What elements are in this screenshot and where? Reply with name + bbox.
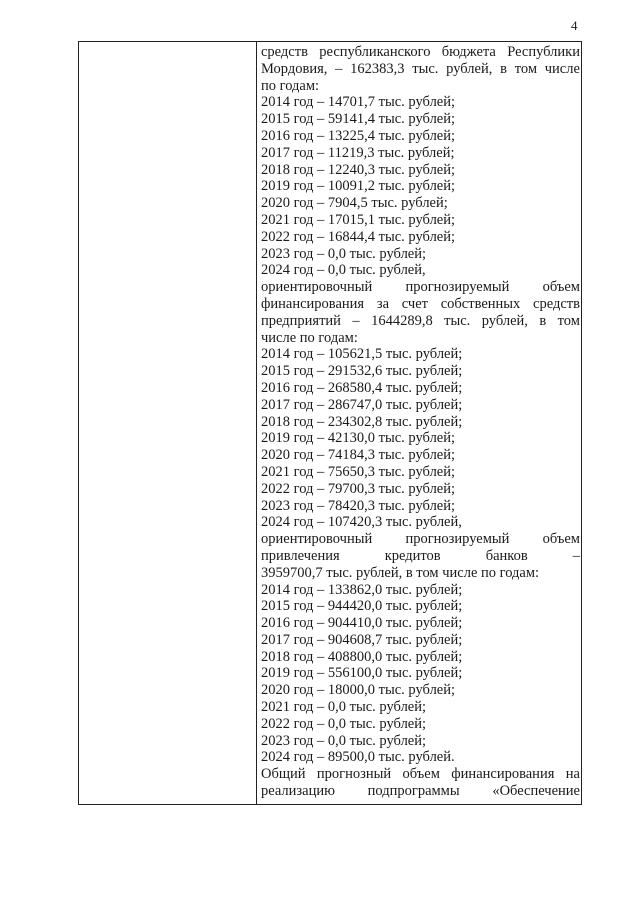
text-line: 2020 год – 7904,5 тыс. рублей; [261, 195, 448, 212]
text-line: ориентировочный прогнозируемый объем [261, 279, 580, 296]
text-line: Общий прогнозный объем финансирования на [261, 766, 580, 783]
text-line: 2024 год – 0,0 тыс. рублей, [261, 262, 426, 279]
text-line: 2018 год – 12240,3 тыс. рублей; [261, 161, 456, 178]
text-line: предприятий – 1644289,8 тыс. рублей, в том [261, 312, 580, 329]
text-line: 3959700,7 тыс. рублей, в том числе по годам: [261, 564, 540, 581]
text-line: 2022 год – 0,0 тыс. рублей; [261, 715, 427, 732]
text-line: 2015 год – 59141,4 тыс. рублей; [261, 111, 456, 128]
text-line: 2017 год – 11219,3 тыс. рублей; [261, 144, 455, 161]
text-line: привлечения кредитов банков – [261, 547, 580, 564]
text-line: 2016 год – 904410,0 тыс. рублей; [261, 615, 463, 632]
table-left-cell [79, 42, 257, 804]
document-table [78, 41, 582, 805]
text-line: 2018 год – 408800,0 тыс. рублей; [261, 648, 463, 665]
text-line: 2016 год – 268580,4 тыс. рублей; [261, 379, 463, 396]
text-line: 2015 год – 944420,0 тыс. рублей; [261, 598, 463, 615]
text-line: 2017 год – 286747,0 тыс. рублей; [261, 396, 463, 413]
text-line: 2015 год – 291532,6 тыс. рублей; [261, 363, 463, 380]
text-line: финансирования за счет собственных средств [261, 295, 580, 312]
text-line: по годам: [261, 77, 320, 94]
text-line: 2023 год – 0,0 тыс. рублей; [261, 245, 427, 262]
text-line: 2014 год – 105621,5 тыс. рублей; [261, 346, 463, 363]
text-line: ориентировочный прогнозируемый объем [261, 531, 580, 548]
text-line: средств республиканского бюджета Республики [261, 44, 580, 60]
text-line: 2024 год – 107420,3 тыс. рублей, [261, 514, 462, 531]
text-line: 2022 год – 16844,4 тыс. рублей; [261, 228, 456, 245]
text-line: 2016 год – 13225,4 тыс. рублей; [261, 127, 456, 144]
page-number: 4 [571, 18, 578, 33]
table-right-cell [257, 42, 582, 804]
text-line: 2023 год – 78420,3 тыс. рублей; [261, 497, 456, 514]
text-line: 2020 год – 18000,0 тыс. рублей; [261, 682, 456, 699]
text-line: 2021 год – 75650,3 тыс. рублей; [261, 463, 456, 480]
text-line: 2024 год – 89500,0 тыс. рублей. [261, 749, 455, 766]
text-line: 2014 год – 133862,0 тыс. рублей; [261, 581, 463, 598]
text-line: 2021 год – 17015,1 тыс. рублей; [261, 211, 456, 228]
text-line: 2019 год – 42130,0 тыс. рублей; [261, 430, 456, 447]
text-line: числе по годам: [261, 329, 358, 346]
text-line: 2022 год – 79700,3 тыс. рублей; [261, 480, 456, 497]
text-line: 2020 год – 74184,3 тыс. рублей; [261, 447, 456, 464]
text-line: 2014 год – 14701,7 тыс. рублей; [261, 94, 456, 111]
text-line: 2021 год – 0,0 тыс. рублей; [261, 699, 427, 716]
text-line: 2017 год – 904608,7 тыс. рублей; [261, 631, 463, 648]
text-line: реализацию подпрограммы «Обеспечение [261, 783, 580, 800]
text-line: 2019 год – 556100,0 тыс. рублей; [261, 665, 463, 682]
text-line: 2023 год – 0,0 тыс. рублей; [261, 732, 427, 749]
text-line: 2018 год – 234302,8 тыс. рублей; [261, 413, 463, 430]
text-line: Мордовия, – 162383,3 тыс. рублей, в том числе [261, 60, 580, 77]
text-line: 2019 год – 10091,2 тыс. рублей; [261, 178, 456, 195]
